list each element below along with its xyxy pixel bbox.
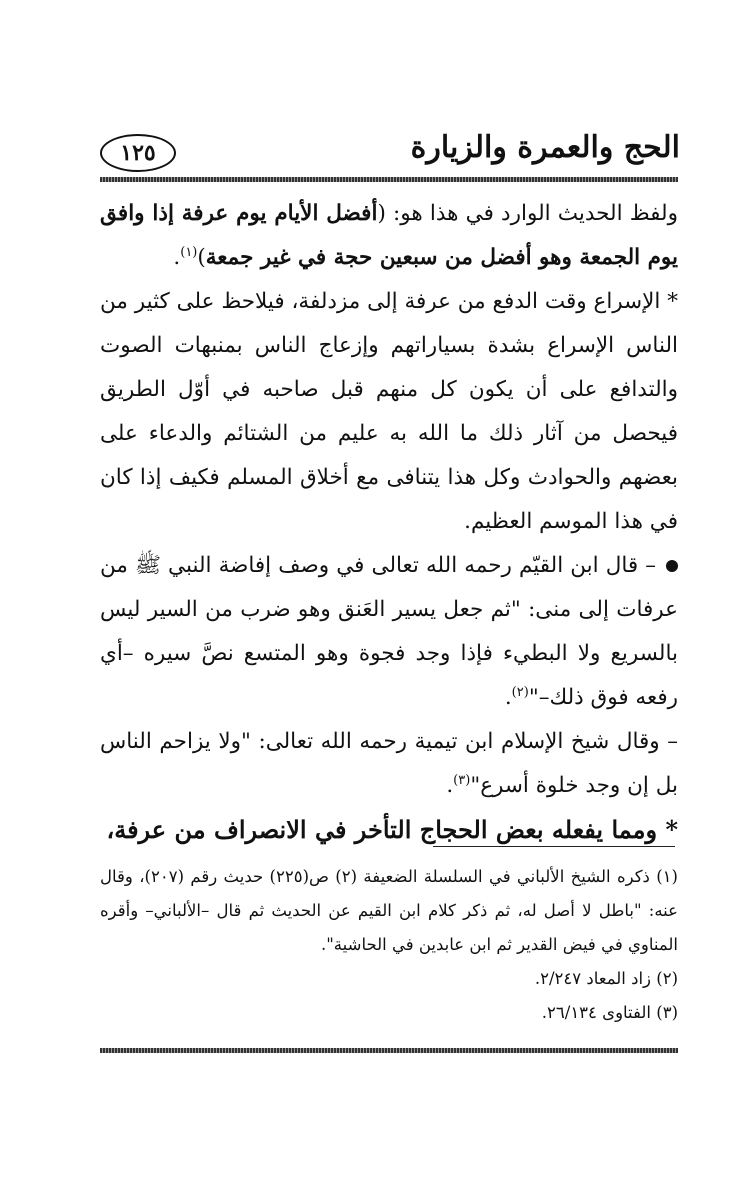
- paragraph-end-1: .: [173, 245, 181, 270]
- paragraph-end-3: .: [504, 685, 512, 710]
- header-divider: [100, 177, 678, 182]
- footnote-ref-2: (٢): [511, 684, 529, 700]
- footnote-ref-1: (١): [180, 244, 198, 260]
- footnote-1: (١) ذكره الشيخ الألباني في السلسلة الضعيفة (٢) ص(٢٢٥) حديث رقم (٢٠٧)، وقال عنه: "باطل لا أصل له، ثم ذكر كلام ابن القيم عن الحديث ثم قال –الألباني– وأقره المناوي في فيض القدير ثم ابن عابدين في الحاشية".: [100, 867, 678, 954]
- book-title: الحج والعمرة والزيارة: [410, 130, 680, 165]
- paragraph-ibn-taymiyyah: [100, 720, 678, 808]
- paragraph-end-4: .: [446, 773, 454, 798]
- footnote-separator: [433, 846, 675, 847]
- page-header: [100, 120, 680, 180]
- footnote-ref-3: (٣): [453, 772, 471, 788]
- paragraph-intro: ولفظ الحديث الوارد في هذا هو: (: [377, 201, 678, 226]
- section-heading: * ومما يفعله بعض الحجاج التأخر في الانصراف من عرفة،: [106, 815, 678, 844]
- footnote-2: (٢) زاد المعاد ٢/٢٤٧.: [534, 969, 678, 988]
- footnotes: [100, 860, 678, 1030]
- ibn-taymiyyah-quote: – وقال شيخ الإسلام ابن تيمية رحمه الله تعالى: "ولا يزاحم الناس بل إن وجد خلوة أسرع": [100, 729, 678, 798]
- footer-divider: [100, 1048, 678, 1053]
- footnote-3: (٣) الفتاوى ٢٦/١٣٤.: [541, 1003, 678, 1022]
- page-number: ١٢٥: [100, 134, 176, 172]
- hadith-quote: أفضل الأيام يوم عرفة إذا وافق يوم الجمعة وهو أفضل من سبعين حجة في غير جمعة: [100, 201, 678, 270]
- paragraph-rushing: * الإسراع وقت الدفع من عرفة إلى مزدلفة، فيلاحظ على كثير من الناس الإسراع بشدة بسياراتهم وإزعاج الناس بمنبهات الصوت والتدافع على أن يكون كل منهم قبل صاحبه في أوّل الطريق فيحصل من آثار ذلك ما الله به عليم من الشتائم والدعاء على بعضهم والحوادث وكل هذا يتنافى مع أخلاق المسلم فكيف إذا كان في هذا الموسم العظيم.: [100, 289, 678, 534]
- ibn-qayyim-quote: – قال ابن القيّم رحمه الله تعالى في وصف إفاضة النبي ﷺ من عرفات إلى منى: "ثم جعل يسير العَنق وهو ضرب من السير ليس بالسريع ولا البطيء فإذا وجد فجوة وهو المتسع نصَّ سيره –أي رفعه فوق ذلك–": [100, 553, 678, 710]
- paragraph-ibn-qayyim: [100, 544, 678, 720]
- bullet-icon: [666, 560, 678, 572]
- hadith-close-paren: ): [197, 245, 206, 270]
- main-text: [100, 192, 678, 852]
- paragraph-hadith-text: [100, 192, 678, 280]
